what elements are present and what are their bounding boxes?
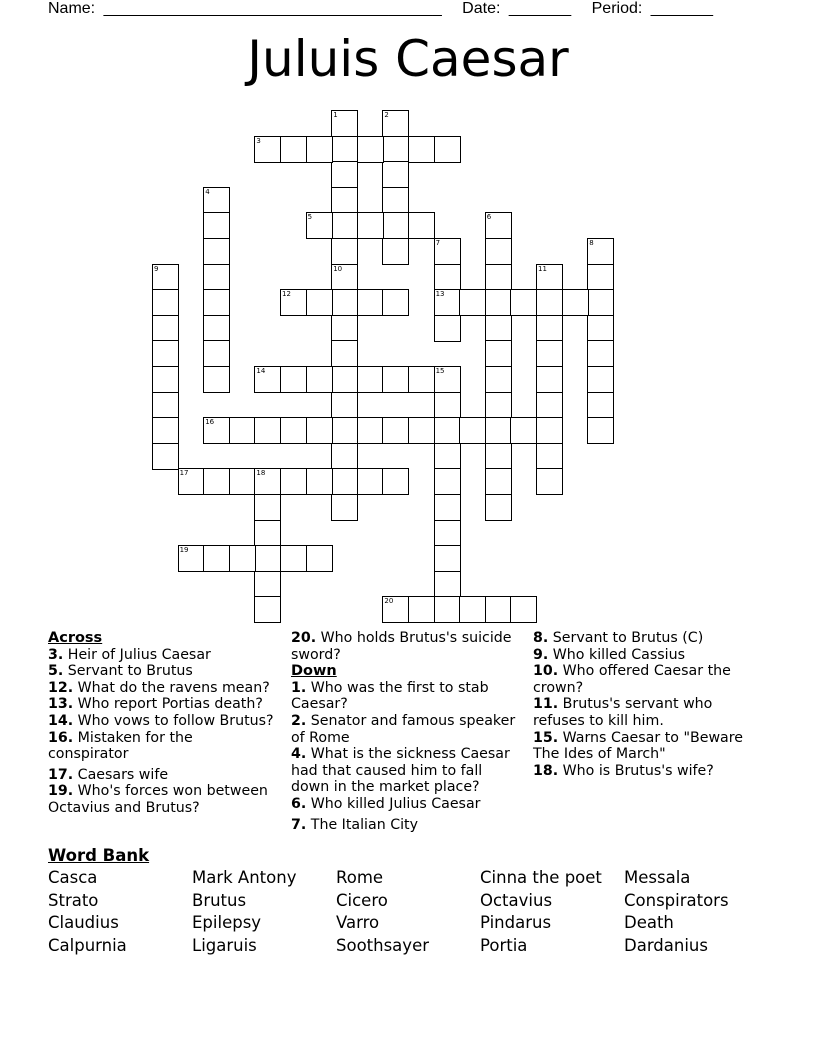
- date-label: Date:: [462, 0, 501, 17]
- crossword-cell[interactable]: [254, 366, 281, 393]
- crossword-cell[interactable]: [280, 289, 307, 316]
- clue-down-7: 7. The Italian City: [291, 816, 419, 833]
- crossword-cell[interactable]: [485, 264, 512, 291]
- word-bank-item: Soothsayer: [336, 935, 429, 955]
- crossword-cell[interactable]: [459, 417, 486, 444]
- clue-across-20: 20. Who holds Brutus's suicide sword?: [291, 630, 512, 663]
- crossword-cell[interactable]: [203, 289, 230, 316]
- crossword-cell[interactable]: [536, 264, 563, 291]
- crossword-cell[interactable]: [408, 596, 435, 623]
- crossword-cell[interactable]: [203, 212, 230, 239]
- crossword-cell[interactable]: [485, 392, 512, 419]
- word-bank-item: Rome: [336, 868, 384, 887]
- crossword-cell[interactable]: [587, 264, 614, 291]
- crossword-cell[interactable]: [331, 417, 358, 444]
- clue-number: 20: [384, 597, 394, 606]
- crossword-cell[interactable]: [229, 468, 256, 495]
- clue-number: 2: [384, 111, 389, 119]
- crossword-cell[interactable]: [382, 136, 409, 163]
- crossword-cell[interactable]: [587, 315, 614, 342]
- clue-number: 13: [435, 290, 445, 299]
- down-heading: Down: [291, 663, 337, 680]
- word-bank-item: Calpurnia: [48, 935, 127, 955]
- page-title: Juluis Caesar: [247, 30, 569, 88]
- crossword-cell[interactable]: [331, 340, 358, 367]
- word-bank-item: Death: [624, 913, 674, 932]
- crossword-cell[interactable]: [331, 212, 358, 239]
- word-bank-item: Cinna the poet: [480, 868, 602, 887]
- crossword-cell[interactable]: [203, 187, 230, 214]
- clue-number: 16: [205, 418, 215, 427]
- crossword-cell[interactable]: [382, 187, 409, 214]
- crossword-cell[interactable]: [382, 238, 409, 265]
- crossword-cell[interactable]: [331, 315, 358, 342]
- clue-number: 18: [256, 469, 266, 478]
- clues-column-3: [533, 630, 765, 779]
- crossword-cell[interactable]: [357, 212, 384, 239]
- clue-down-1: 1. Who was the first to stab Caesar?: [291, 679, 489, 713]
- word-bank-item: Varro: [336, 913, 380, 932]
- clue-down-6: 6. Who killed Julius Caesar: [291, 795, 481, 812]
- crossword-cell[interactable]: [408, 212, 435, 239]
- clue-across-14: 14. Who vows to follow Brutus?: [48, 712, 274, 729]
- crossword-cell[interactable]: [434, 392, 461, 419]
- word-bank-item: Messala: [624, 868, 691, 887]
- clue-across-12: 12. What do the ravens mean?: [48, 679, 270, 696]
- crossword-cell[interactable]: [203, 468, 230, 495]
- word-bank-heading: Word Bank: [48, 846, 150, 865]
- crossword-cell[interactable]: [152, 366, 179, 393]
- crossword-cell[interactable]: [536, 340, 563, 367]
- crossword-cell[interactable]: [331, 289, 358, 316]
- crossword-cell[interactable]: [485, 417, 512, 444]
- crossword-cell[interactable]: [306, 417, 333, 444]
- word-bank-item: Portia: [480, 935, 528, 955]
- clues-column-1: [48, 630, 276, 817]
- clue-number: 6: [486, 213, 492, 222]
- clue-number: 10: [333, 264, 343, 273]
- clue-number: 12: [282, 290, 291, 299]
- crossword-cell[interactable]: [510, 417, 537, 444]
- crossword-cell[interactable]: [587, 392, 614, 419]
- clue-number: 11: [538, 264, 547, 273]
- word-bank-item: Cicero: [336, 890, 388, 910]
- crossword-cell[interactable]: [382, 417, 409, 444]
- crossword-cell[interactable]: [254, 136, 281, 163]
- crossword-cell[interactable]: [152, 264, 179, 291]
- crossword-cell[interactable]: [331, 494, 358, 521]
- crossword-cell[interactable]: [485, 366, 512, 393]
- crossword-cell[interactable]: [357, 289, 384, 316]
- crossword-cell[interactable]: [357, 136, 384, 163]
- crossword-cell[interactable]: [536, 366, 563, 393]
- crossword-cell[interactable]: [306, 212, 333, 239]
- crossword-cell[interactable]: [229, 545, 256, 572]
- crossword-cell[interactable]: [152, 417, 179, 444]
- word-bank-item: Dardanius: [624, 935, 708, 955]
- crossword-cell[interactable]: [331, 110, 358, 137]
- crossword-cell[interactable]: [280, 136, 307, 163]
- crossword-cell[interactable]: [229, 417, 256, 444]
- crossword-cell[interactable]: [587, 289, 614, 316]
- crossword-cell[interactable]: [331, 366, 358, 393]
- crossword-cell[interactable]: [331, 443, 358, 470]
- crossword-cell[interactable]: [254, 520, 281, 547]
- clue-down-4: 4. What is the sickness Caesar had that caused him to fall down in the market place?: [291, 746, 510, 796]
- crossword-cell[interactable]: [331, 161, 358, 188]
- crossword-cell[interactable]: [434, 417, 461, 444]
- crossword-cell[interactable]: [485, 315, 512, 342]
- crossword-cell[interactable]: [587, 417, 614, 444]
- crossword-cell[interactable]: [562, 289, 589, 316]
- crossword-cell[interactable]: [382, 110, 409, 137]
- clue-down-11: 11. Brutus's servant who refuses to kill him.: [533, 696, 713, 729]
- crossword-cell[interactable]: [408, 366, 435, 393]
- crossword-cell[interactable]: [152, 392, 179, 419]
- crossword-cell[interactable]: [152, 315, 179, 342]
- clue-down-15: 15. Warns Caesar to "Beware The Ides of March": [533, 729, 743, 763]
- crossword-cell[interactable]: [331, 468, 358, 495]
- crossword-cell[interactable]: [203, 545, 230, 572]
- clue-number: 17: [179, 469, 189, 478]
- crossword-cell[interactable]: [178, 545, 205, 572]
- word-bank-item: Ligaruis: [192, 935, 257, 955]
- clue-number: 15: [435, 367, 445, 375]
- crossword-cell[interactable]: [254, 596, 281, 623]
- crossword-cell[interactable]: [434, 289, 461, 316]
- clue-number: 7: [435, 239, 441, 247]
- clue-number: 1: [333, 111, 338, 119]
- crossword-cell[interactable]: [434, 443, 461, 470]
- crossword-cell[interactable]: [306, 366, 333, 393]
- clue-down-2: 2. Senator and famous speaker of Rome: [291, 712, 516, 746]
- clue-down-18: 18. Who is Brutus's wife?: [533, 762, 714, 779]
- crossword-cell[interactable]: [331, 392, 358, 419]
- clue-down-8: 8. Servant to Brutus (C): [533, 630, 704, 646]
- crossword-cell[interactable]: [254, 545, 281, 572]
- crossword-cell[interactable]: [306, 468, 333, 495]
- crossword-cell[interactable]: [357, 417, 384, 444]
- crossword-cell[interactable]: [536, 315, 563, 342]
- clue-number: 14: [256, 367, 266, 375]
- word-bank-item: Strato: [48, 890, 99, 910]
- crossword-cell[interactable]: [434, 264, 461, 291]
- crossword-cell[interactable]: [382, 366, 409, 393]
- crossword-cell[interactable]: [382, 289, 409, 316]
- word-bank-item: Casca: [48, 868, 98, 887]
- crossword-cell[interactable]: [152, 340, 179, 367]
- crossword-cell[interactable]: [280, 417, 307, 444]
- crossword-cell[interactable]: [510, 596, 537, 623]
- crossword-cell[interactable]: [280, 468, 307, 495]
- crossword-cell[interactable]: [408, 417, 435, 444]
- crossword-cell[interactable]: [382, 468, 409, 495]
- crossword-cell[interactable]: [331, 238, 358, 265]
- crossword-cell[interactable]: [178, 468, 205, 495]
- crossword-cell[interactable]: [587, 366, 614, 393]
- crossword-cell[interactable]: [280, 545, 307, 572]
- crossword-cell[interactable]: [203, 264, 230, 291]
- crossword-cell[interactable]: [485, 212, 512, 239]
- crossword-cell[interactable]: [434, 366, 461, 393]
- name-line[interactable]: ______________________________________: [103, 0, 442, 17]
- clue-across-17: 17. Caesars wife: [48, 766, 169, 783]
- clue-across-19: 19. Who's forces won between Octavius and Brutus?: [48, 783, 268, 816]
- period-line[interactable]: _______: [650, 0, 714, 17]
- crossword-cell[interactable]: [203, 340, 230, 367]
- crossword-cell[interactable]: [203, 315, 230, 342]
- crossword-cell[interactable]: [280, 366, 307, 393]
- clue-number: 3: [256, 136, 261, 145]
- crossword-cell[interactable]: [331, 187, 358, 214]
- word-bank-item: Octavius: [480, 890, 553, 910]
- crossword-cell[interactable]: [434, 520, 461, 547]
- crossword-cell[interactable]: [485, 238, 512, 265]
- period-label: Period:: [591, 0, 643, 17]
- across-heading: Across: [48, 630, 103, 646]
- clues-column-2: [291, 630, 523, 833]
- word-bank-item: Epilepsy: [192, 913, 262, 932]
- crossword-cell[interactable]: [485, 494, 512, 521]
- clue-down-10: 10. Who offered Caesar the crown?: [533, 663, 731, 696]
- clue-number: 8: [589, 239, 594, 247]
- clue-across-13: 13. Who report Portias death?: [48, 696, 263, 713]
- crossword-cell[interactable]: [306, 545, 333, 572]
- clue-down-9: 9. Who killed Cassius: [533, 646, 685, 663]
- clue-number: 5: [307, 213, 313, 222]
- crossword-cell[interactable]: [254, 468, 281, 495]
- clue-across-16: 16. Mistaken for the conspirator: [48, 729, 193, 763]
- crossword-cell[interactable]: [203, 238, 230, 265]
- crossword-cell[interactable]: [434, 315, 461, 342]
- crossword-cell[interactable]: [587, 340, 614, 367]
- crossword-cell[interactable]: [536, 468, 563, 495]
- crossword-cell[interactable]: [434, 494, 461, 521]
- crossword-cell[interactable]: [331, 136, 358, 163]
- word-bank: [48, 868, 768, 956]
- word-bank-item: Conspirators: [624, 890, 729, 910]
- crossword-cell[interactable]: [306, 289, 333, 316]
- crossword-cell[interactable]: [254, 494, 281, 521]
- word-bank-item: Mark Antony: [192, 868, 297, 887]
- crossword-cell[interactable]: [459, 596, 486, 623]
- crossword-cell[interactable]: [408, 136, 435, 163]
- crossword-cell[interactable]: [536, 443, 563, 470]
- crossword-cell[interactable]: [485, 596, 512, 623]
- crossword-cell[interactable]: [459, 289, 486, 316]
- crossword-cell[interactable]: [485, 289, 512, 316]
- crossword-cell[interactable]: [357, 366, 384, 393]
- crossword-cell[interactable]: [203, 366, 230, 393]
- crossword-cell[interactable]: [434, 238, 461, 265]
- crossword-cell[interactable]: [536, 417, 563, 444]
- clue-number: 4: [205, 187, 210, 196]
- crossword-cell[interactable]: [254, 417, 281, 444]
- word-bank-item: Claudius: [48, 913, 119, 932]
- clue-across-3: 3. Heir of Julius Caesar: [48, 646, 211, 663]
- name-label: Name:: [48, 0, 96, 17]
- crossword-cell[interactable]: [254, 571, 281, 598]
- crossword-cell[interactable]: [382, 212, 409, 239]
- word-bank-item: Brutus: [192, 890, 247, 910]
- crossword-cell[interactable]: [434, 571, 461, 598]
- clue-number: 19: [179, 546, 189, 555]
- crossword-cell[interactable]: [203, 417, 230, 444]
- crossword-cell[interactable]: [434, 596, 461, 623]
- crossword-cell[interactable]: [485, 468, 512, 495]
- word-bank-item: Pindarus: [480, 913, 552, 932]
- crossword-cell[interactable]: [382, 596, 409, 623]
- crossword-cell[interactable]: [434, 468, 461, 495]
- crossword-cell[interactable]: [152, 289, 179, 316]
- crossword-cell[interactable]: [152, 443, 179, 470]
- crossword-cell[interactable]: [306, 136, 333, 163]
- clue-number: 9: [154, 264, 159, 273]
- crossword-cell[interactable]: [434, 545, 461, 572]
- clue-across-5: 5. Servant to Brutus: [48, 663, 193, 680]
- crossword-cell[interactable]: [485, 340, 512, 367]
- crossword-cell[interactable]: [536, 392, 563, 419]
- crossword-cell[interactable]: [382, 161, 409, 188]
- crossword-cell[interactable]: [510, 289, 537, 316]
- crossword-cell[interactable]: [536, 289, 563, 316]
- crossword-cell[interactable]: [357, 468, 384, 495]
- crossword-cell[interactable]: [587, 238, 614, 265]
- crossword-cell[interactable]: [485, 443, 512, 470]
- date-line[interactable]: _______: [508, 0, 572, 17]
- crossword-cell[interactable]: [434, 136, 461, 163]
- crossword-cell[interactable]: [331, 264, 358, 291]
